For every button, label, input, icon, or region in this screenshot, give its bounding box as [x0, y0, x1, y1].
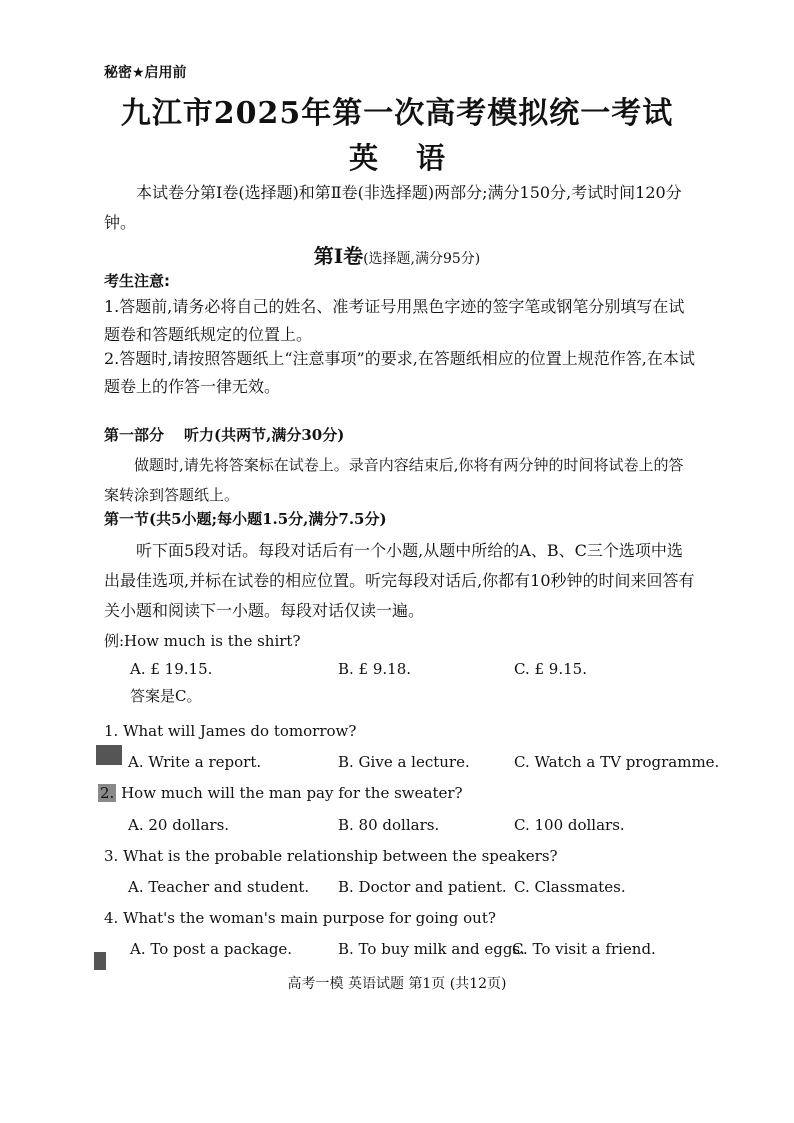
example-option-b: B. £ 9.18.	[338, 660, 412, 678]
option-a: A. Teacher and student.	[128, 878, 310, 896]
question-4	[104, 909, 496, 927]
volume-note: (选择题,满分95分)	[363, 251, 481, 267]
question-text: How much will the man pay for the sweater?	[121, 784, 463, 802]
example-option-a: A. £ 19.15.	[130, 660, 213, 678]
notice-item: 1.答题前,请务必将自己的姓名、准考证号用黑色字迹的签字笔或钢笔分别填写在试题卷和答题纸规定的位置上。	[104, 297, 685, 344]
example-option-c: C. £ 9.15.	[514, 660, 587, 678]
option-b: B. Doctor and patient.	[338, 878, 507, 896]
volume-heading	[0, 240, 794, 269]
question-number: 2.	[100, 784, 115, 802]
option-b: B. To buy milk and eggs.	[338, 940, 525, 958]
question-number: 3.	[104, 847, 119, 865]
scan-mark	[96, 745, 122, 765]
subject-title: 英语	[348, 141, 483, 175]
part-instruction: 做题时,请先将答案标在试卷上。录音内容结束后,你将有两分钟的时间将试卷上的答案转涂到答题纸上。	[104, 456, 684, 504]
page-footer: 高考一模 英语试题 第1页 (共12页)	[287, 976, 507, 992]
notice-item: 2.答题时,请按照答题纸上“注意事项”的要求,在答题纸相应的位置上规范作答,在本试题卷上的作答一律无效。	[104, 349, 695, 396]
part-name: 听力(共两节,满分30分)	[184, 426, 345, 444]
question-text: What is the probable relationship between the speakers?	[123, 847, 558, 865]
option-b: B. Give a lecture.	[338, 753, 470, 771]
question-1	[104, 722, 356, 740]
question-2	[98, 784, 463, 802]
example-question: 例:How much is the shirt?	[104, 632, 301, 650]
part-label: 第一部分	[104, 426, 165, 444]
example-answer: 答案是C。	[130, 687, 202, 705]
exam-title: 九江市2025年第一次高考模拟统一考试	[120, 96, 674, 131]
option-c: C. To visit a friend.	[512, 940, 656, 958]
option-a: A. Write a report.	[128, 753, 262, 771]
exam-intro: 本试卷分第Ⅰ卷(选择题)和第Ⅱ卷(非选择题)两部分;满分150分,考试时间120分钟。	[104, 183, 682, 232]
question-number: 4.	[104, 909, 119, 927]
option-c: C. 100 dollars.	[514, 816, 625, 834]
section-instruction: 听下面5段对话。每段对话后有一个小题,从题中所给的A、B、C三个选项中选出最佳选项,并标在试卷的相应位置。听完每段对话后,你都有10秒钟的时间来回答有关小题和阅读下一小题。每段对话仅读一遍。	[104, 541, 695, 620]
scan-mark	[94, 952, 106, 970]
question-text: What's the woman's main purpose for going out?	[123, 909, 496, 927]
option-a: A. To post a package.	[130, 940, 293, 958]
option-a: A. 20 dollars.	[128, 816, 230, 834]
part-heading	[104, 424, 344, 445]
notice-heading: 考生注意:	[104, 272, 170, 290]
section-heading: 第一节(共5小题;每小题1.5分,满分7.5分)	[104, 510, 387, 528]
option-b: B. 80 dollars.	[338, 816, 440, 834]
option-c: C. Watch a TV programme.	[514, 753, 720, 771]
volume-label: 第Ⅰ卷	[313, 244, 364, 268]
question-3	[104, 847, 558, 865]
question-number: 1.	[104, 722, 119, 740]
option-c: C. Classmates.	[514, 878, 626, 896]
question-text: What will James do tomorrow?	[123, 722, 357, 740]
confidential-label: 秘密★启用前	[104, 65, 187, 81]
